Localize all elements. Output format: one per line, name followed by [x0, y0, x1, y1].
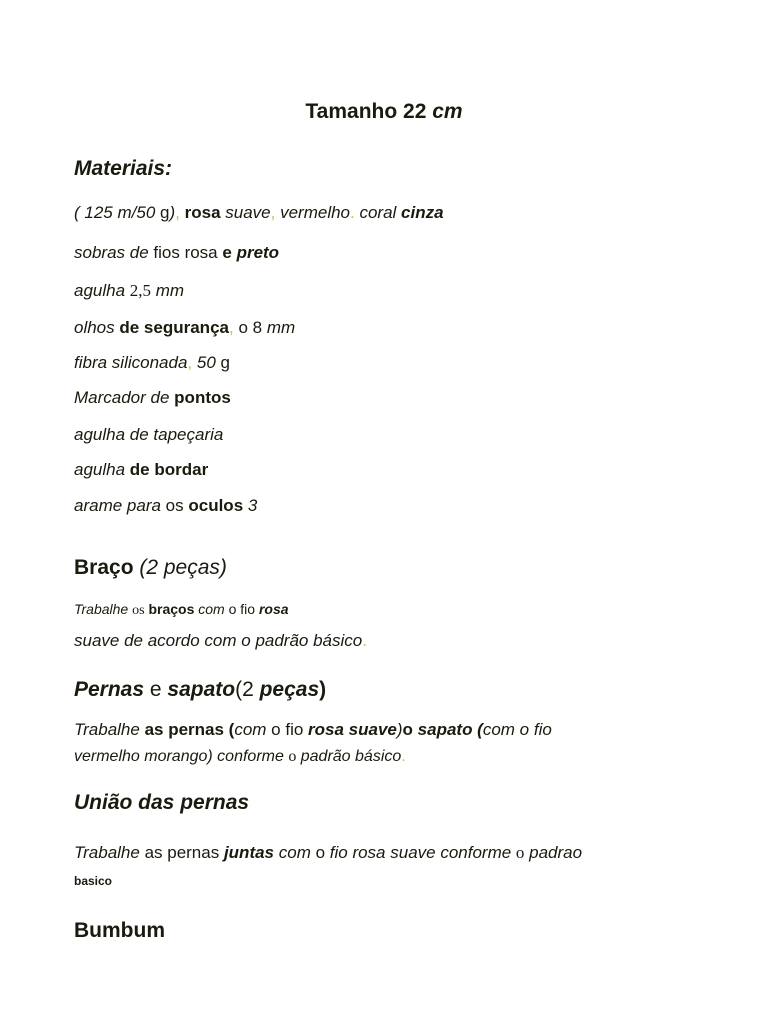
materials-line-tapestry-needle: agulha de tapeçaria [74, 425, 224, 444]
braco-line-1: Trabalhe os braços com o fio rosa [74, 601, 289, 618]
section-heading-braco: Braço (2 peças) [74, 556, 227, 579]
uniao-line-1: Trabalhe as pernas juntas com o fio rosa suave conforme o padrao [74, 843, 583, 862]
materials-line-wire: arame para os oculos 3 [74, 496, 258, 515]
materials-line-needle: agulha 2,5 mm [74, 281, 185, 300]
materials-line-scraps: sobras de fios rosa e preto [74, 243, 280, 262]
section-heading-uniao: União das pernas [74, 791, 250, 814]
uniao-line-2: basico [74, 874, 113, 888]
pernas-line-1: Trabalhe as pernas (com o fio rosa suave)o sapato (com o fio [74, 720, 552, 739]
page-title: Tamanho 22 cm [305, 100, 463, 123]
materials-line-marker: Marcador de pontos [74, 388, 231, 407]
section-heading-pernas: Pernas e sapato(2 peças) [74, 678, 327, 701]
section-heading-bumbum: Bumbum [74, 919, 165, 942]
materials-line-fiber: fibra siliconada, 50 g [74, 353, 230, 372]
materials-line-yarn: ( 125 m/50 g), rosa suave, vermelho. coral cinza [74, 203, 444, 222]
materials-line-embroidery-needle: agulha de bordar [74, 460, 209, 479]
braco-line-2: suave de acordo com o padrão básico. [74, 631, 367, 650]
materials-line-eyes: olhos de segurança, o 8 mm [74, 318, 296, 337]
pernas-line-2: vermelho morango) conforme o padrão básico. [74, 748, 406, 765]
section-heading-materiais: Materiais: [74, 157, 173, 180]
